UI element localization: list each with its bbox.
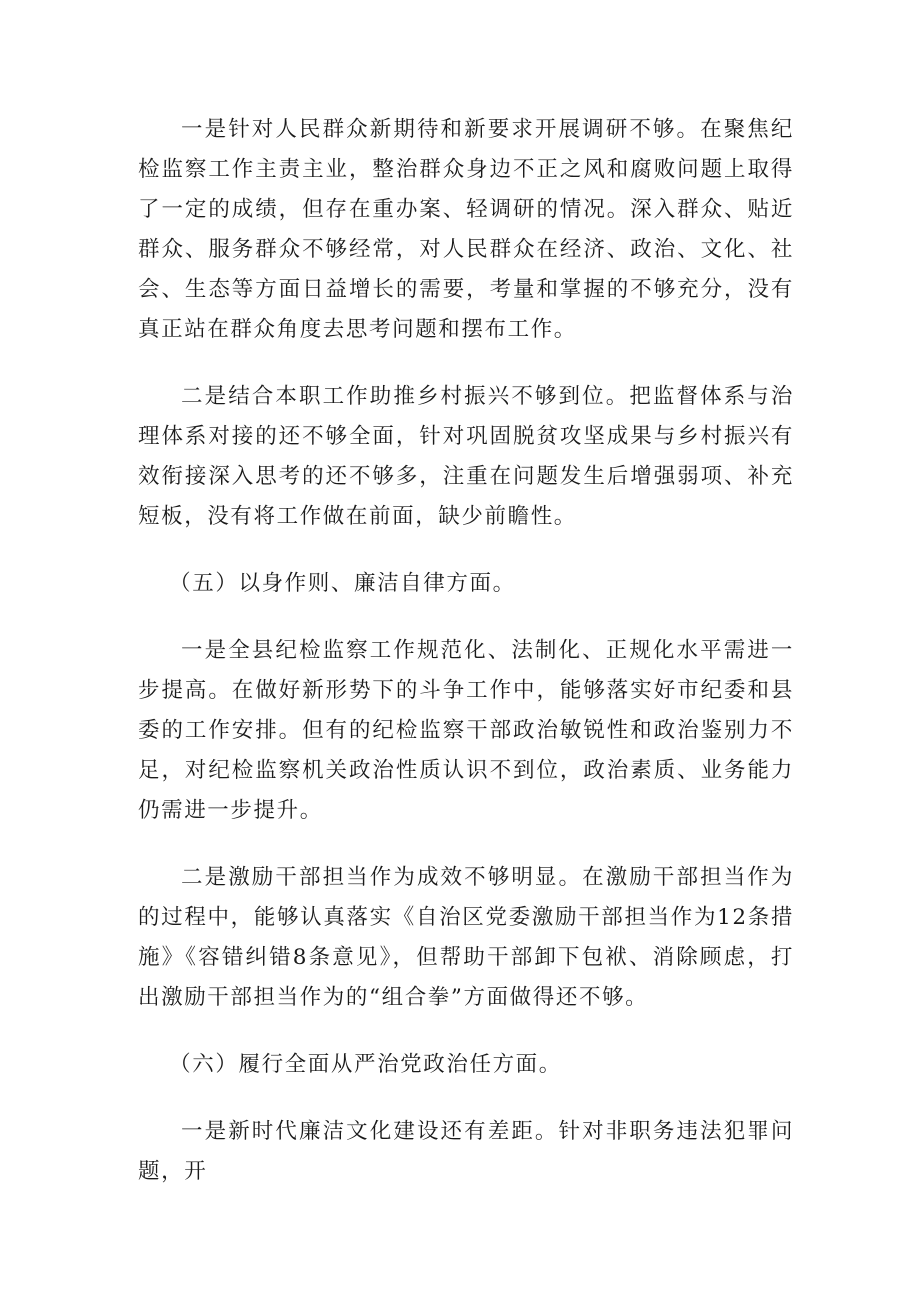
paragraph-clean-culture: 一是新时代廉洁文化建设还有差距。针对非职务违法犯罪问题，开 — [138, 1119, 794, 1184]
section-heading-5: （五）以身作则、廉洁自律方面。 — [169, 571, 516, 596]
section-heading-6: （六）履行全面从严治党政治任方面。 — [169, 1052, 562, 1077]
paragraph-cadre-incentive: 二是激励干部担当作为成效不够明显。在激励干部担当作为的过程中，能够认真落实《自治区党委激励干部担当作为12条措施》《容错纠错8条意见》，但帮助干部卸下包袱、消除顾虑，打出激励干部担当作为的“组合拳”方面做得还不够。 — [138, 865, 794, 1010]
paragraph-standardization: 一是全县纪检监察工作规范化、法制化、正规化水平需进一步提高。在做好新形势下的斗争工作中，能够落实好市纪委和县委的工作安排。但有的纪检监察干部政治敏锐性和政治鉴别力不足，对纪检监察机关政治性质认识不到位，政治素质、业务能力仍需进一步提升。 — [138, 638, 794, 823]
document-body — [138, 110, 794, 1219]
paragraph-rural-revitalization: 二是结合本职工作助推乡村振兴不够到位。把监督体系与治理体系对接的还不够全面，针对巩固脱贫攻坚成果与乡村振兴有效衔接深入思考的还不够多，注重在问题发生后增强弱项、补充短板，没有将工作做在前面，缺少前瞻性。 — [138, 384, 794, 529]
paragraph-research: 一是针对人民群众新期待和新要求开展调研不够。在聚焦纪检监察工作主责主业，整治群众身边不正之风和腐败问题上取得了一定的成绩，但存在重办案、轻调研的情况。深入群众、贴近群众、服务群众不够经常，对人民群众在经济、政治、文化、社会、生态等方面日益增长的需要，考量和掌握的不够充分，没有真正站在群众角度去思考问题和摆布工作。 — [138, 117, 794, 342]
